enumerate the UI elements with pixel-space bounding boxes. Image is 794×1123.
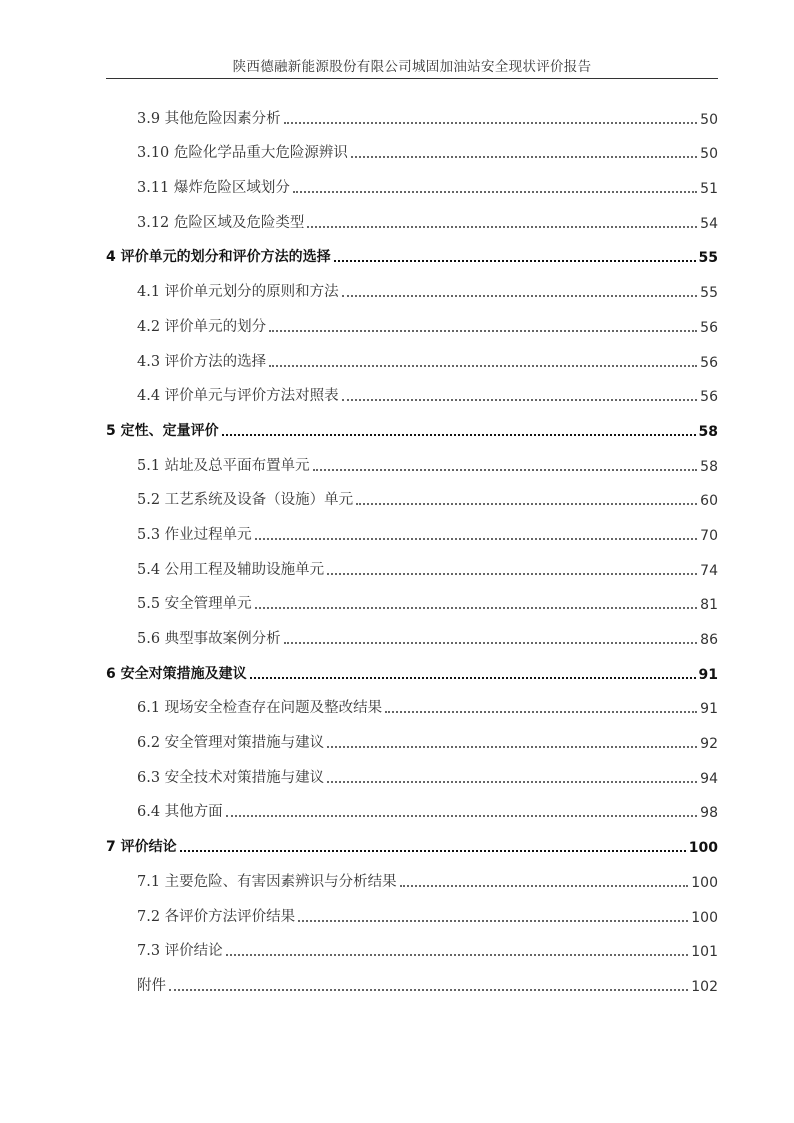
toc-section-entry[interactable] xyxy=(106,862,718,897)
toc-section-entry[interactable] xyxy=(106,932,718,967)
toc-entry-page-number: 94 xyxy=(700,770,718,787)
toc-leader-dots xyxy=(169,988,688,991)
toc-entry-page-number: 100 xyxy=(691,909,718,926)
toc-leader-dots xyxy=(327,572,697,575)
toc-entry-page-number: 50 xyxy=(700,111,718,128)
toc-entry-page-number: 60 xyxy=(700,493,718,510)
toc-section-entry[interactable] xyxy=(106,723,718,758)
toc-entry-page-number: 86 xyxy=(700,632,718,648)
toc-entry-page-number: 54 xyxy=(700,215,718,232)
toc-entry-page-number: 98 xyxy=(700,805,718,822)
toc-leader-dots xyxy=(269,329,697,332)
table-of-contents xyxy=(106,99,718,1001)
toc-leader-dots xyxy=(342,294,698,297)
toc-entry-title: 5.1 站址及总平面布置单元 xyxy=(137,457,310,474)
toc-entry-page-number: 91 xyxy=(700,701,718,718)
toc-entry-page-number: 100 xyxy=(688,840,718,857)
toc-leader-dots xyxy=(385,710,697,713)
toc-entry-page-number: 55 xyxy=(698,250,718,267)
toc-leader-dots xyxy=(351,155,697,158)
toc-entry-page-number: 58 xyxy=(700,458,718,475)
toc-entry-page-number: 51 xyxy=(700,181,718,198)
toc-entry-title: 6.4 其他方面 xyxy=(137,804,223,821)
toc-entry-title: 4 评价单元的划分和评价方法的选择 xyxy=(106,249,331,266)
toc-entry-page-number: 74 xyxy=(700,562,718,579)
toc-entry-page-number: 56 xyxy=(700,319,718,336)
toc-entry-title: 5.2 工艺系统及设备（设施）单元 xyxy=(137,492,354,509)
toc-entry-page-number: 81 xyxy=(700,597,718,614)
toc-leader-dots xyxy=(327,780,697,783)
toc-section-entry[interactable] xyxy=(106,168,718,203)
toc-leader-dots xyxy=(180,849,686,852)
toc-entry-page-number: 102 xyxy=(691,978,718,995)
page-header: 陕西德融新能源股份有限公司城固加油站安全现状评价报告 xyxy=(106,55,718,79)
toc-leader-dots xyxy=(293,190,697,193)
toc-entry-page-number: 50 xyxy=(700,146,718,163)
toc-entry-title: 3.11 爆炸危险区域划分 xyxy=(137,180,290,197)
toc-entry-page-number: 70 xyxy=(700,527,718,544)
toc-section-entry[interactable] xyxy=(106,307,718,342)
toc-section-entry[interactable] xyxy=(106,134,718,169)
toc-entry-page-number: 101 xyxy=(691,944,718,961)
toc-leader-dots xyxy=(255,606,698,609)
toc-leader-dots xyxy=(356,502,697,505)
toc-section-entry[interactable] xyxy=(106,585,718,620)
toc-entry-page-number: 91 xyxy=(698,666,718,683)
toc-entry-title: 7.3 评价结论 xyxy=(137,943,223,960)
toc-entry-title: 6.2 安全管理对策措施与建议 xyxy=(137,735,325,752)
toc-leader-dots xyxy=(307,225,697,228)
toc-entry-title: 4.1 评价单元划分的原则和方法 xyxy=(137,284,339,301)
toc-entry-page-number: 58 xyxy=(698,423,718,440)
toc-entry-title: 6.3 安全技术对策措施与建议 xyxy=(137,769,325,786)
toc-entry-title: 3.10 危险化学品重大危险源辨识 xyxy=(137,145,348,162)
toc-section-entry[interactable] xyxy=(106,446,718,481)
toc-entry-page-number: 55 xyxy=(700,285,718,302)
toc-leader-dots xyxy=(250,676,696,679)
toc-leader-dots xyxy=(327,745,697,748)
toc-section-entry[interactable] xyxy=(106,966,718,1001)
toc-section-entry[interactable] xyxy=(106,377,718,412)
toc-section-entry[interactable] xyxy=(106,550,718,585)
toc-entry-page-number: 92 xyxy=(700,736,718,753)
toc-entry-title: 7.1 主要危险、有害因素辨识与分析结果 xyxy=(137,873,397,890)
toc-entry-title: 5.4 公用工程及辅助设施单元 xyxy=(137,561,325,578)
toc-chapter-entry[interactable] xyxy=(106,654,718,689)
toc-entry-page-number: 100 xyxy=(691,874,718,891)
toc-section-entry[interactable] xyxy=(106,619,718,654)
toc-chapter-entry[interactable] xyxy=(106,411,718,446)
toc-leader-dots xyxy=(222,433,696,436)
toc-leader-dots xyxy=(226,814,698,817)
toc-entry-title: 5.5 安全管理单元 xyxy=(137,596,252,613)
toc-leader-dots xyxy=(400,884,689,887)
toc-leader-dots xyxy=(298,919,688,922)
toc-entry-title: 4.3 评价方法的选择 xyxy=(137,353,267,370)
toc-section-entry[interactable] xyxy=(106,203,718,238)
toc-section-entry[interactable] xyxy=(106,342,718,377)
toc-section-entry[interactable] xyxy=(106,272,718,307)
toc-leader-dots xyxy=(342,398,698,401)
toc-entry-title: 7.2 各评价方法评价结果 xyxy=(137,908,296,925)
toc-entry-title: 7 评价结论 xyxy=(106,839,177,856)
toc-entry-title: 6 安全对策措施及建议 xyxy=(106,665,247,682)
toc-leader-dots xyxy=(284,121,698,124)
toc-entry-title: 5 定性、定量评价 xyxy=(106,422,219,439)
toc-section-entry[interactable] xyxy=(106,758,718,793)
toc-section-entry[interactable] xyxy=(106,689,718,724)
toc-section-entry[interactable] xyxy=(106,481,718,516)
toc-section-entry[interactable] xyxy=(106,99,718,134)
toc-leader-dots xyxy=(313,468,698,471)
toc-entry-title: 3.9 其他危险因素分析 xyxy=(137,110,281,127)
toc-entry-title: 4.2 评价单元的划分 xyxy=(137,318,267,335)
toc-entry-page-number: 56 xyxy=(700,389,718,406)
toc-entry-title: 5.3 作业过程单元 xyxy=(137,526,252,543)
toc-leader-dots xyxy=(226,953,689,956)
toc-leader-dots xyxy=(334,259,696,262)
toc-leader-dots xyxy=(284,641,698,644)
toc-chapter-entry[interactable] xyxy=(106,827,718,862)
toc-section-entry[interactable] xyxy=(106,897,718,932)
toc-leader-dots xyxy=(255,537,698,540)
toc-entry-title: 附件 xyxy=(137,977,166,994)
toc-section-entry[interactable] xyxy=(106,515,718,550)
toc-chapter-entry[interactable] xyxy=(106,238,718,273)
toc-section-entry[interactable] xyxy=(106,793,718,828)
toc-entry-title: 4.4 评价单元与评价方法对照表 xyxy=(137,388,339,405)
toc-entry-page-number: 56 xyxy=(700,354,718,371)
toc-entry-title: 5.6 典型事故案例分析 xyxy=(137,631,281,647)
toc-entry-title: 3.12 危险区域及危险类型 xyxy=(137,214,305,231)
toc-entry-title: 6.1 现场安全检查存在问题及整改结果 xyxy=(137,700,383,717)
toc-leader-dots xyxy=(269,364,697,367)
